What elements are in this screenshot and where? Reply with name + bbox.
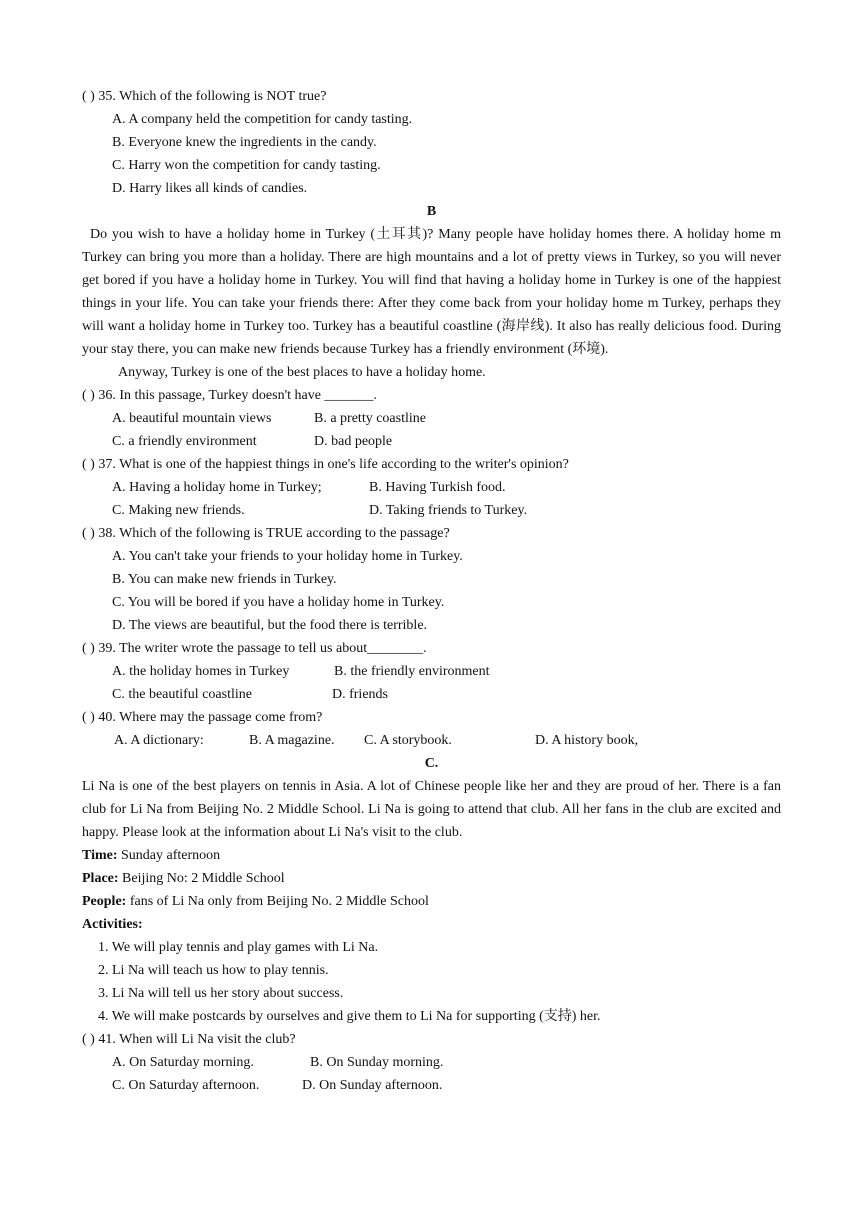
question-39-option-d: D. friends: [332, 687, 388, 702]
question-41-option-c: C. On Saturday afternoon.: [112, 1078, 260, 1093]
question-41-stem: ( ) 41. When will Li Na visit the club?: [82, 1032, 296, 1047]
question-40-option-d: D. A history book,: [535, 733, 639, 748]
question-37-option-c: C. Making new friends.: [112, 503, 245, 518]
activity-item: 2. Li Na will teach us how to play tennis.: [98, 963, 329, 978]
question-35-option-c: C. Harry won the competition for candy tasting.: [112, 158, 381, 173]
section-c-heading: C.: [424, 756, 439, 771]
question-37-option-b: B. Having Turkish food.: [369, 480, 506, 495]
question-36-option-b: B. a pretty coastline: [314, 411, 426, 426]
question-40-stem: ( ) 40. Where may the passage come from?: [82, 710, 323, 725]
question-39-stem: ( ) 39. The writer wrote the passage to tell us about________.: [82, 641, 427, 656]
question-40-options-row: [82, 729, 781, 752]
question-36-stem: ( ) 36. In this passage, Turkey doesn't have _______.: [82, 388, 377, 403]
question-35-stem: ( ) 35. Which of the following is NOT true?: [82, 89, 327, 104]
question-38-option-c: C. You will be bored if you have a holiday home in Turkey.: [112, 595, 445, 610]
question-39-options-row1: [82, 660, 781, 683]
question-36-options-row2: [82, 430, 781, 453]
activity-item: 3. Li Na will tell us her story about success.: [98, 986, 344, 1001]
question-40-option-a: A. A dictionary:: [114, 733, 204, 748]
question-36-options-row1: [82, 407, 781, 430]
question-41-options-row2: [82, 1074, 781, 1097]
info-time: [82, 844, 781, 867]
question-39-option-a: A. the holiday homes in Turkey: [112, 664, 290, 679]
question-40-option-b: B. A magazine.: [249, 733, 335, 748]
info-activities-heading: [82, 913, 781, 936]
question-41-options-row1: [82, 1051, 781, 1074]
question-37-option-d: D. Taking friends to Turkey.: [369, 503, 528, 518]
question-40-option-c: C. A storybook.: [364, 733, 452, 748]
info-people-label: People:: [82, 894, 127, 909]
worksheet-page: [82, 85, 781, 1097]
question-39-option-c: C. the beautiful coastline: [112, 687, 252, 702]
section-b-heading: B: [426, 204, 437, 219]
question-37-stem: ( ) 37. What is one of the happiest things in one's life according to the writer's opinion?: [82, 457, 569, 472]
question-38-option-b: B. You can make new friends in Turkey.: [112, 572, 337, 587]
info-activities-label: Activities:: [82, 917, 143, 932]
question-41-option-b: B. On Sunday morning.: [310, 1055, 444, 1070]
question-38-option-d: D. The views are beautiful, but the food there is terrible.: [112, 618, 428, 633]
info-place-label: Place:: [82, 871, 119, 886]
question-39-options-row2: [82, 683, 781, 706]
question-37-option-a: A. Having a holiday home in Turkey;: [112, 480, 322, 495]
question-36-option-d: D. bad people: [314, 434, 393, 449]
info-time-label: Time:: [82, 848, 118, 863]
question-38-option-a: A. You can't take your friends to your holiday home in Turkey.: [112, 549, 463, 564]
info-people: [82, 890, 781, 913]
activity-item: 1. We will play tennis and play games with Li Na.: [98, 940, 379, 955]
question-36-option-a: A. beautiful mountain views: [112, 411, 272, 426]
question-37-options-row1: [82, 476, 781, 499]
question-35-option-d: D. Harry likes all kinds of candies.: [112, 181, 308, 196]
section-b-closing: Anyway, Turkey is one of the best places to have a holiday home.: [118, 365, 486, 380]
question-36-option-c: C. a friendly environment: [112, 434, 257, 449]
question-35-option-b: B. Everyone knew the ingredients in the candy.: [112, 135, 377, 150]
question-37-options-row2: [82, 499, 781, 522]
info-time-value: Sunday afternoon: [117, 848, 221, 863]
info-place-value: Beijing No: 2 Middle School: [118, 871, 285, 886]
question-35-option-a: A. A company held the competition for candy tasting.: [112, 112, 413, 127]
question-38-stem: ( ) 38. Which of the following is TRUE according to the passage?: [82, 526, 450, 541]
activity-item: 4. We will make postcards by ourselves and give them to Li Na for supporting (支持) her.: [98, 1009, 601, 1024]
question-41-option-a: A. On Saturday morning.: [112, 1055, 254, 1070]
info-people-value: fans of Li Na only from Beijing No. 2 Middle School: [126, 894, 429, 909]
info-place: [82, 867, 781, 890]
section-b-passage: Do you wish to have a holiday home in Turkey (土耳其)? Many people have holiday homes there. A holiday home m Turkey can bring you more than a holiday. There are high mountains and a lot of pretty views in Turkey, so you will never get bored if you have a holiday home in Turkey. You will find that having a holiday home in Turkey is one of the happiest things in your life. You can take your friends there: After they come back from your holiday home m Turkey, perhaps they will want a holiday home in Turkey too. Turkey has a beautiful coastline (海岸线). It also has really delicious food. During your stay there, you can make new friends because Turkey has a friendly environment (环境).: [82, 227, 781, 357]
section-c-passage: Li Na is one of the best players on tennis in Asia. A lot of Chinese people like her and they are proud of her. There is a fan club for Li Na from Beijing No. 2 Middle School. Li Na is going to attend that club. All her fans in the club are excited and happy. Please look at the information about Li Na's visit to the club.: [82, 779, 781, 840]
question-39-option-b: B. the friendly environment: [334, 664, 490, 679]
question-41-option-d: D. On Sunday afternoon.: [302, 1078, 443, 1093]
